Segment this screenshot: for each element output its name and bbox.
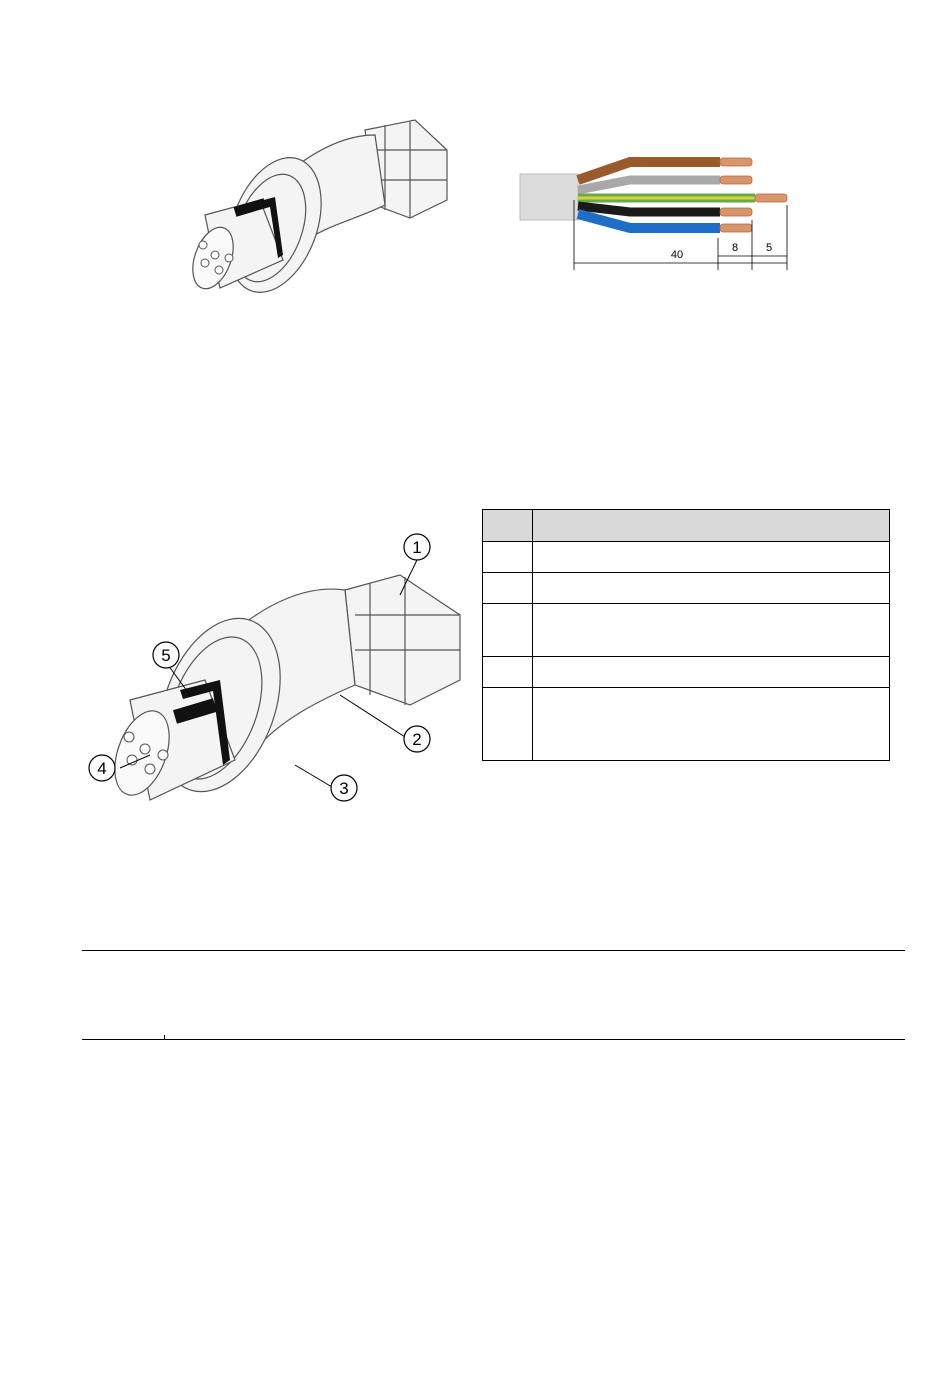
table-row xyxy=(483,542,890,573)
table-header-cell xyxy=(483,510,533,542)
cable-sheath xyxy=(520,174,578,220)
copper-end xyxy=(755,194,787,202)
table-cell xyxy=(483,657,533,688)
copper-end xyxy=(720,176,752,184)
copper-end xyxy=(720,158,752,166)
connector-parts-figure xyxy=(80,525,470,815)
section-rule-bottom xyxy=(82,1039,905,1040)
table-cell xyxy=(483,604,533,657)
pin-hole-icon xyxy=(225,254,233,262)
table-cell xyxy=(483,688,533,761)
pin-hole-icon xyxy=(201,259,209,267)
table-cell xyxy=(533,542,890,573)
copper-end xyxy=(720,224,752,232)
table-cell xyxy=(533,688,890,761)
cable-stripping-diagram xyxy=(515,150,805,275)
table-row xyxy=(483,657,890,688)
pin-hole-icon xyxy=(215,266,223,274)
table-cell xyxy=(483,542,533,573)
connector-overview-figure xyxy=(175,110,465,300)
wire-black xyxy=(578,206,720,212)
parts-table xyxy=(482,509,890,761)
callout-label-5: 5 xyxy=(161,646,171,665)
table-header-row xyxy=(483,510,890,542)
table-row xyxy=(483,688,890,761)
table-cell xyxy=(483,573,533,604)
callout-label-2: 2 xyxy=(412,730,422,749)
dimension-label-8: 8 xyxy=(731,242,739,254)
table-cell xyxy=(533,657,890,688)
table-row xyxy=(483,604,890,657)
dimension-label-40: 40 xyxy=(670,249,684,261)
table-cell xyxy=(533,604,890,657)
pin-hole-icon xyxy=(199,241,207,249)
table-cell xyxy=(533,573,890,604)
copper-end xyxy=(720,208,752,216)
callout-label-1: 1 xyxy=(412,538,422,557)
section-rule-top xyxy=(82,950,905,951)
rule-tick xyxy=(164,1035,165,1040)
dimension-label-5: 5 xyxy=(765,242,773,254)
table-header-cell xyxy=(533,510,890,542)
wire-grey xyxy=(578,180,720,190)
nut-shape xyxy=(345,575,460,705)
callout-label-4: 4 xyxy=(97,759,107,778)
table-row xyxy=(483,573,890,604)
pin-hole-icon xyxy=(211,251,219,259)
callout-label-3: 3 xyxy=(339,779,349,798)
